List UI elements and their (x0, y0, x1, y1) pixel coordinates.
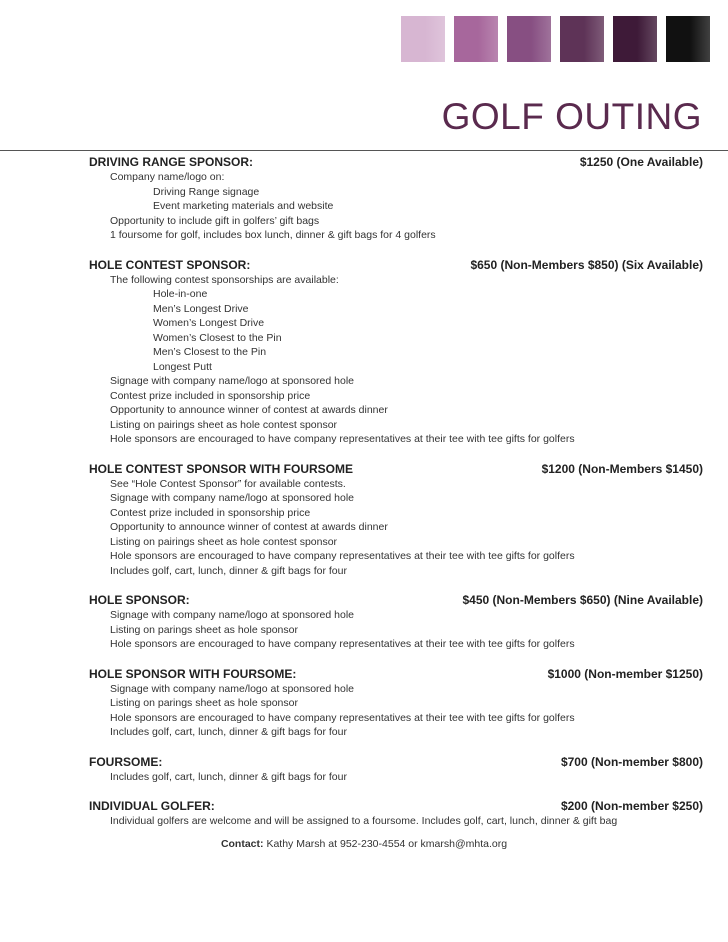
sub-list-item: Men’s Longest Drive (153, 302, 249, 315)
list-item: 1 foursome for golf, includes box lunch, dinner & gift bags for 4 golfers (110, 229, 436, 241)
sponsorship-section (89, 257, 703, 447)
section-price: $1250 (One Available) (579, 155, 703, 169)
list-item: Company name/logo on: (110, 171, 225, 183)
list-item: See “Hole Contest Sponsor” for available contests. (110, 477, 346, 490)
list-item: Listing on pairings sheet as hole contest sponsor (110, 418, 338, 431)
list-item: Signage with company name/logo at sponsored hole (110, 682, 354, 695)
list-item: Signage with company name/logo at sponsored hole (110, 375, 354, 387)
color-swatch (613, 16, 657, 62)
list-item: Opportunity to include gift in golfers’ gift bags (110, 214, 320, 227)
sponsorship-section (89, 754, 703, 785)
sub-list-item: Men’s Closest to the Pin (153, 346, 267, 358)
section-price: $1200 (Non-Members $1450) (541, 461, 703, 476)
list-item: Includes golf, cart, lunch, dinner & gift bags for four (110, 770, 347, 783)
sub-list-item: Event marketing materials and website (153, 200, 334, 212)
list-item: Contest prize included in sponsorship price (110, 506, 311, 519)
section-header (89, 798, 703, 814)
sponsorship-section (89, 592, 703, 652)
list-item: Hole sponsors are encouraged to have company representatives at their tee with tee gifts for golfers (110, 433, 575, 445)
section-header (89, 257, 703, 273)
color-swatch (560, 16, 604, 62)
color-swatch (454, 16, 498, 62)
section-title: FOURSOME: (89, 754, 163, 769)
section-title: DRIVING RANGE SPONSOR: (89, 155, 254, 169)
sub-list-item: Driving Range signage (153, 185, 260, 198)
color-swatch (507, 16, 551, 62)
sub-list-item: Hole-in-one (153, 288, 208, 300)
list-item: Hole sponsors are encouraged to have company representatives at their tee with tee gifts for golfers (110, 550, 575, 562)
sponsorship-section (89, 461, 703, 579)
sub-list-item: Women’s Longest Drive (153, 317, 265, 329)
list-item: Includes golf, cart, lunch, dinner & gift bags for four (110, 726, 347, 738)
section-header (89, 666, 703, 682)
section-title: HOLE CONTEST SPONSOR: (89, 257, 251, 272)
section-price: $700 (Non-member $800) (560, 754, 703, 769)
sub-list-item: Women’s Closest to the Pin (153, 331, 282, 344)
section-header (89, 461, 703, 477)
page-title: GOLF OUTING (441, 96, 702, 137)
list-item: Listing on parings sheet as hole sponsor (110, 623, 298, 636)
contact-line (0, 838, 728, 850)
section-price: $450 (Non-Members $650) (Nine Available) (462, 593, 703, 607)
contact-text: Kathy Marsh at 952-230-4554 or kmarsh@mhta.org (266, 838, 508, 850)
color-swatch (401, 16, 445, 62)
section-title: INDIVIDUAL GOLFER: (89, 799, 215, 813)
sponsorship-section (89, 154, 703, 243)
section-price: $1000 (Non-member $1250) (547, 666, 703, 681)
sponsorship-section (89, 666, 703, 740)
list-item: Signage with company name/logo at sponsored hole (110, 609, 354, 621)
section-header (89, 754, 703, 770)
list-item: Individual golfers are welcome and will be assigned to a foursome. Includes golf, cart, lunch, dinner & gift bag (110, 815, 618, 827)
list-item: Opportunity to announce winner of contest at awards dinner (110, 521, 388, 533)
section-title: HOLE CONTEST SPONSOR WITH FOURSOME (89, 461, 354, 476)
sponsorship-section (89, 798, 703, 829)
color-swatch (666, 16, 710, 62)
section-title: HOLE SPONSOR: (89, 593, 190, 607)
sponsorship-list (89, 154, 703, 843)
list-item: Hole sponsors are encouraged to have company representatives at their tee with tee gifts for golfers (110, 711, 575, 724)
section-price: $200 (Non-member $250) (560, 799, 703, 813)
list-item: Hole sponsors are encouraged to have company representatives at their tee with tee gifts for golfers (110, 638, 575, 650)
section-header (89, 154, 703, 170)
section-price: $650 (Non-Members $850) (Six Available) (470, 257, 703, 272)
list-item: Listing on pairings sheet as hole contest sponsor (110, 535, 338, 548)
list-item: Opportunity to announce winner of contest at awards dinner (110, 404, 388, 416)
list-item: Signage with company name/logo at sponsored hole (110, 492, 354, 504)
list-item: The following contest sponsorships are available: (110, 273, 339, 286)
sub-list-item: Longest Putt (153, 360, 212, 373)
list-item: Includes golf, cart, lunch, dinner & gift bags for four (110, 564, 347, 577)
title-divider (0, 150, 728, 151)
list-item: Contest prize included in sponsorship price (110, 389, 311, 402)
contact-label: Contact: (220, 838, 264, 850)
section-title: HOLE SPONSOR WITH FOURSOME: (89, 666, 297, 681)
list-item: Listing on parings sheet as hole sponsor (110, 697, 298, 709)
section-header (89, 592, 703, 608)
